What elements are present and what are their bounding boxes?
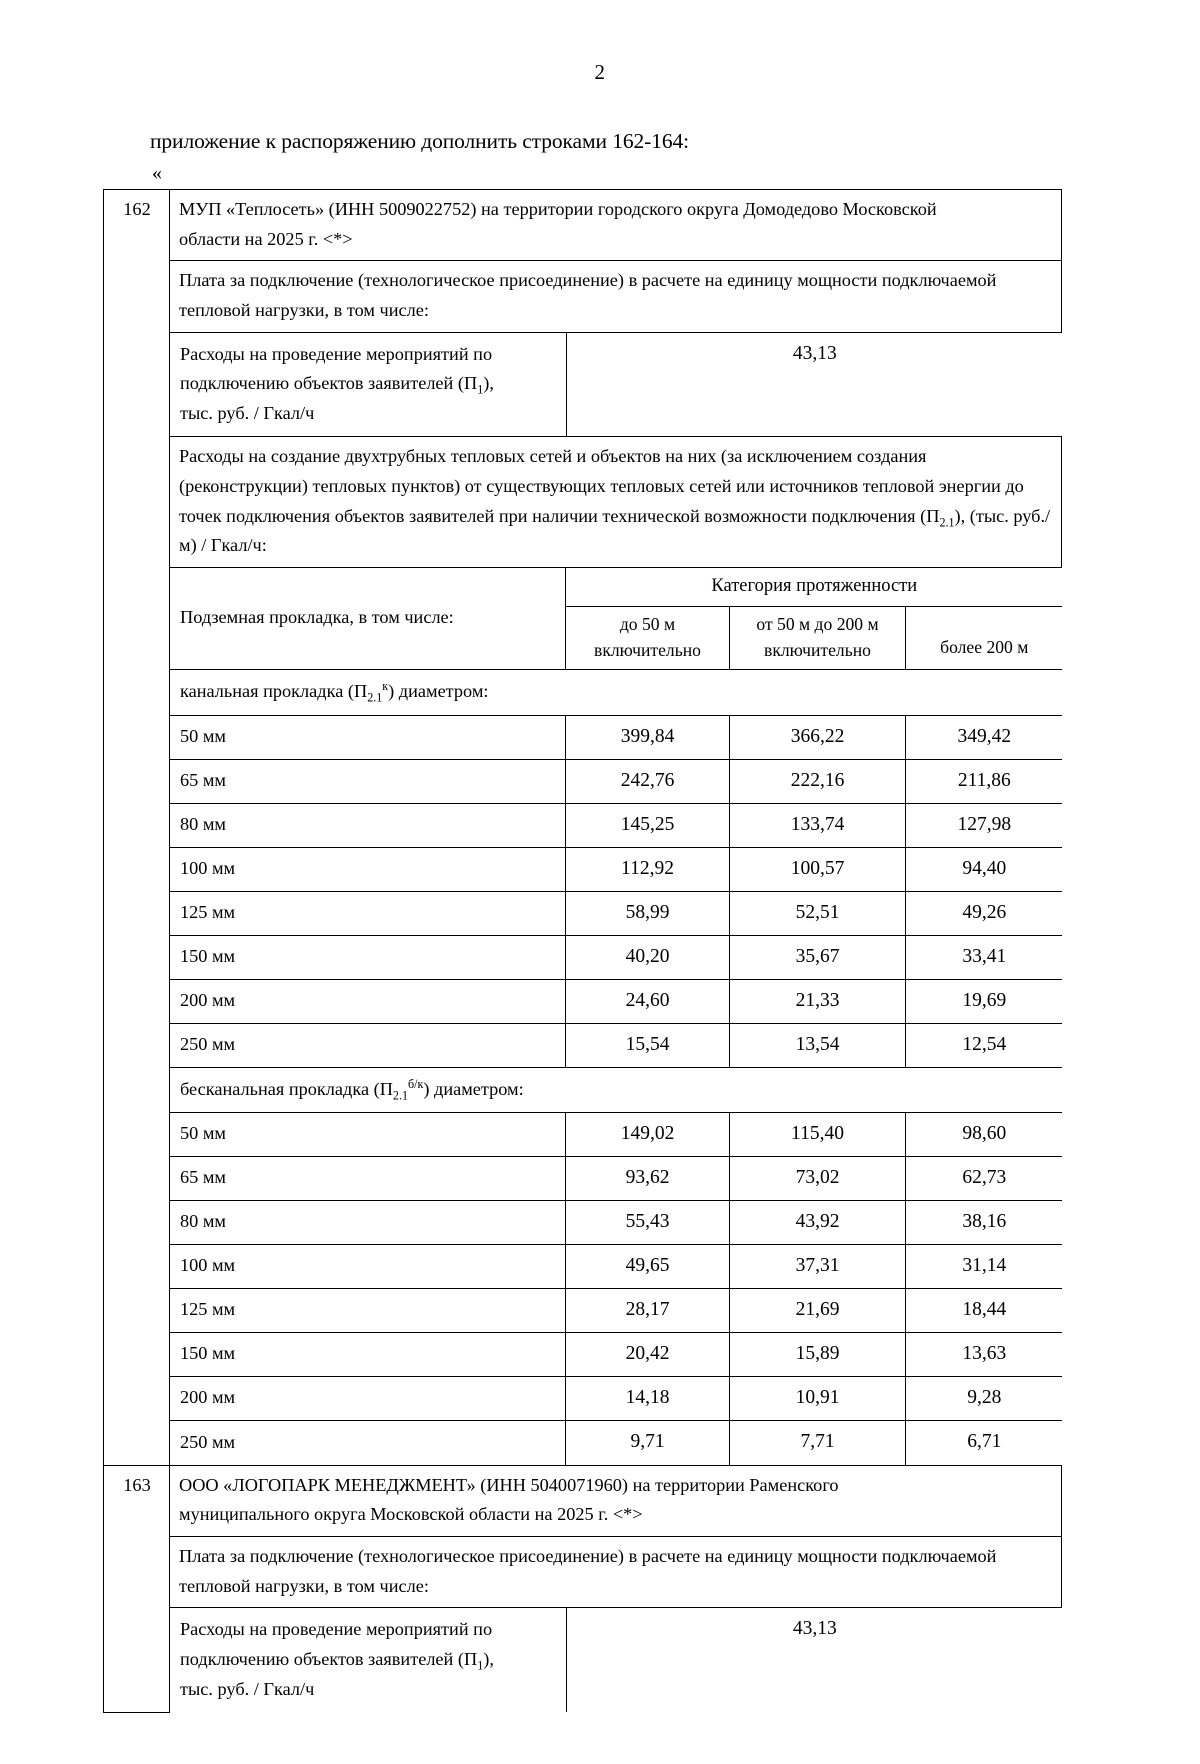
value-cell: 33,41 (905, 935, 1062, 979)
value-cell: 366,22 (729, 715, 905, 759)
p1-label-line2 (180, 369, 558, 399)
diameter-label: 100 мм (170, 1245, 565, 1289)
payment-heading-162: Плата за подключение (технологическое присоединение) в расчете на единицу мощности подключаемой тепловой нагрузки, в том числе: (170, 261, 1062, 332)
table-row (170, 1333, 1062, 1377)
table-row (170, 803, 1062, 847)
value-cell: 93,62 (565, 1157, 729, 1201)
p1-expense-label-162 (170, 333, 566, 437)
p1-expense-table-162 (170, 333, 1062, 437)
category-col-2-line2: включительно (764, 639, 871, 660)
value-cell: 24,60 (565, 979, 729, 1023)
p1-value-162: 43,13 (566, 333, 1062, 437)
category-col-1-line1: до 50 м (619, 614, 676, 635)
value-cell: 21,69 (729, 1289, 905, 1333)
value-cell: 13,54 (729, 1023, 905, 1067)
value-cell: 15,89 (729, 1333, 905, 1377)
org-title-163 (170, 1465, 1062, 1536)
p1-label-subscript: 1 (477, 382, 484, 397)
channel-section-post: ) диаметром: (388, 681, 489, 702)
p1-label-subscript: 1 (477, 1658, 484, 1673)
table-row (170, 1157, 1062, 1201)
value-cell: 55,43 (565, 1201, 729, 1245)
p21-paragraph-tail: ), (тыс. руб./м) / Гкал/ч: (179, 505, 1051, 556)
value-cell: 112,92 (565, 847, 729, 891)
p1-expense-label-163 (170, 1608, 566, 1712)
value-cell: 18,44 (905, 1289, 1062, 1333)
diameter-label: 125 мм (170, 1289, 565, 1333)
table-row (170, 715, 1062, 759)
diameter-label: 125 мм (170, 891, 565, 935)
diameter-label: 80 мм (170, 1201, 565, 1245)
value-cell: 12,54 (905, 1023, 1062, 1067)
value-cell: 6,71 (905, 1421, 1062, 1465)
payment-heading-163: Плата за подключение (технологическое присоединение) в расчете на единицу мощности подключаемой тепловой нагрузки, в том числе: (170, 1537, 1062, 1608)
category-header: Категория протяженности (565, 568, 1062, 606)
channelless-section-pre: бесканальная прокладка (П (180, 1078, 393, 1099)
table-row (170, 759, 1062, 803)
value-cell: 98,60 (905, 1113, 1062, 1157)
p1-label-line2-text: подключению объектов заявителей (П (180, 373, 478, 394)
value-cell: 35,67 (729, 935, 905, 979)
diameter-label: 50 мм (170, 715, 565, 759)
diameter-label: 50 мм (170, 1113, 565, 1157)
channelless-section-subscript: 2.1 (392, 1088, 408, 1103)
table-row (104, 568, 1062, 1466)
row-number-163: 163 (104, 1465, 170, 1712)
table-row (104, 332, 1062, 437)
p21-paragraph-text (179, 442, 1053, 561)
underground-label: Подземная прокладка, в том числе: (170, 568, 565, 669)
p21-paragraph-subscript: 2.1 (939, 515, 955, 530)
p1-expense-table-163 (170, 1608, 1062, 1712)
table-row (170, 1421, 1062, 1465)
org-title-163-line1: ООО «ЛОГОПАРК МЕНЕДЖМЕНТ» (ИНН 5040071960) на территории Раменского (179, 1474, 839, 1495)
value-cell: 9,28 (905, 1377, 1062, 1421)
value-cell: 133,74 (729, 803, 905, 847)
value-cell: 100,57 (729, 847, 905, 891)
value-cell: 40,20 (565, 935, 729, 979)
category-col-3-header: более 200 м (905, 607, 1062, 670)
diameter-label: 150 мм (170, 1333, 565, 1377)
table-row (170, 1377, 1062, 1421)
tariff-table (103, 189, 1062, 1713)
table-row (104, 437, 1062, 568)
value-cell: 349,42 (905, 715, 1062, 759)
length-category-grid (170, 568, 1062, 1465)
table-row (104, 1537, 1062, 1608)
table-row (104, 190, 1062, 261)
p1-label-line2 (180, 1645, 558, 1675)
value-cell: 38,16 (905, 1201, 1062, 1245)
value-cell: 211,86 (905, 759, 1062, 803)
p21-paragraph-body: Расходы на создание двухтрубных тепловых сетей и объектов на них (за исключением создания (реконструкции) тепловых пунктов) от существующих тепловых сетей или источников тепловой энергии до точек подключения объектов заявителей при наличии технической возможности подключения (П (179, 446, 1024, 526)
channel-section-superscript: к (382, 678, 389, 693)
value-cell: 149,02 (565, 1113, 729, 1157)
value-cell: 127,98 (905, 803, 1062, 847)
table-row (170, 1245, 1062, 1289)
value-cell: 52,51 (729, 891, 905, 935)
p1-expense-block-162 (170, 332, 1062, 437)
value-cell: 19,69 (905, 979, 1062, 1023)
channelless-section-header (170, 1067, 1062, 1113)
table-row (170, 847, 1062, 891)
diameter-label: 80 мм (170, 803, 565, 847)
value-cell: 37,31 (729, 1245, 905, 1289)
channel-section-pre: канальная прокладка (П (180, 681, 368, 702)
section-header-row (170, 1067, 1062, 1113)
value-cell: 43,92 (729, 1201, 905, 1245)
value-cell: 399,84 (565, 715, 729, 759)
value-cell: 15,54 (565, 1023, 729, 1067)
p1-label-line3: тыс. руб. / Гкал/ч (180, 1678, 315, 1699)
channel-section-header (170, 670, 1062, 716)
diameter-label: 65 мм (170, 1157, 565, 1201)
org-title-162-line2: области на 2025 г. <*> (179, 228, 353, 249)
diameter-label: 65 мм (170, 759, 565, 803)
category-col-1-line2: включительно (594, 639, 701, 660)
table-row (104, 261, 1062, 332)
category-col-1-header (565, 607, 729, 670)
p1-expense-block-163 (170, 1608, 1062, 1712)
p1-label-line2-tail: ), (483, 1649, 494, 1669)
value-cell: 49,26 (905, 891, 1062, 935)
value-cell: 94,40 (905, 847, 1062, 891)
table-row (170, 1201, 1062, 1245)
value-cell: 49,65 (565, 1245, 729, 1289)
p21-paragraph-162 (170, 437, 1062, 568)
table-row (170, 1289, 1062, 1333)
category-col-2-line1: от 50 м до 200 м (756, 614, 879, 635)
p1-label-line1: Расходы на проведение мероприятий по (180, 343, 493, 364)
value-cell: 62,73 (905, 1157, 1062, 1201)
p1-label-line1: Расходы на проведение мероприятий по (180, 1619, 493, 1640)
value-cell: 21,33 (729, 979, 905, 1023)
value-cell: 9,71 (565, 1421, 729, 1465)
channelless-section-post: ) диаметром: (423, 1078, 524, 1099)
p1-label-line2-tail: ), (483, 373, 494, 394)
value-cell: 14,18 (565, 1377, 729, 1421)
value-cell: 20,42 (565, 1333, 729, 1377)
p1-value-163: 43,13 (566, 1608, 1062, 1712)
value-cell: 31,14 (905, 1245, 1062, 1289)
channelless-section-superscript: б/к (408, 1076, 424, 1091)
category-col-2-header (729, 607, 905, 670)
table-row (170, 935, 1062, 979)
value-cell: 10,91 (729, 1377, 905, 1421)
section-header-row (170, 670, 1062, 716)
value-cell: 58,99 (565, 891, 729, 935)
table-row (170, 1113, 1062, 1157)
value-cell: 222,16 (729, 759, 905, 803)
diameter-label: 250 мм (170, 1023, 565, 1067)
opening-quote-mark: « (152, 162, 162, 184)
page-number: 2 (594, 60, 606, 84)
table-row (170, 1608, 1062, 1712)
table-row (170, 979, 1062, 1023)
org-title-162-line1: МУП «Теплосеть» (ИНН 5009022752) на территории городского округа Домодедово Московской (179, 199, 937, 219)
table-row (170, 891, 1062, 935)
value-cell: 7,71 (729, 1421, 905, 1465)
diameter-label: 100 мм (170, 847, 565, 891)
org-title-162 (170, 190, 1062, 261)
value-cell: 145,25 (565, 803, 729, 847)
p1-label-line2-text: подключению объектов заявителей (П (180, 1649, 478, 1669)
value-cell: 73,02 (729, 1157, 905, 1201)
diameter-label: 250 мм (170, 1421, 565, 1465)
channel-section-subscript: 2.1 (367, 690, 383, 705)
p1-label-line3: тыс. руб. / Гкал/ч (180, 402, 315, 423)
value-cell: 13,63 (905, 1333, 1062, 1377)
value-cell: 242,76 (565, 759, 729, 803)
table-row (170, 1023, 1062, 1067)
diameter-label: 200 мм (170, 1377, 565, 1421)
diameter-label: 150 мм (170, 935, 565, 979)
table-row (104, 1465, 1062, 1536)
table-row (104, 1608, 1062, 1712)
org-title-163-line2: муниципального округа Московской области на 2025 г. <*> (179, 1504, 643, 1525)
intro-paragraph: приложение к распоряжению дополнить строками 162-164: (150, 129, 690, 153)
table-header-row (170, 568, 1062, 606)
length-category-grid-cell (170, 568, 1062, 1466)
document-page (0, 60, 1200, 1764)
diameter-label: 200 мм (170, 979, 565, 1023)
table-row (170, 333, 1062, 437)
value-cell: 115,40 (729, 1113, 905, 1157)
row-number-162: 162 (104, 190, 170, 1466)
value-cell: 28,17 (565, 1289, 729, 1333)
